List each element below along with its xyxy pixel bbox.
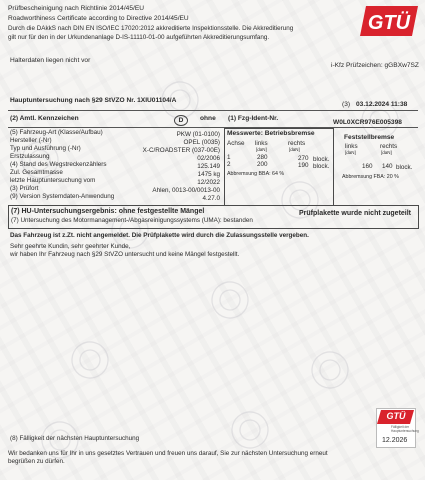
fzg-ident-label: (1) Fzg-Ident-Nr. (228, 115, 279, 122)
brake-note: block. (313, 163, 330, 170)
plate-ohne: ohne (200, 115, 216, 122)
parking-header-left: links (345, 143, 358, 150)
vehicle-value: PKW (01-0100) (176, 131, 220, 138)
brake-header-right: rechts (288, 140, 306, 147)
sticker-status: Prüfplakette wurde nicht zugeteilt (299, 210, 412, 217)
inspection-date: 03.12.2024 11:38 (356, 101, 408, 108)
vehicle-value: 4.27.0 (202, 195, 220, 202)
sticker-text-1: Fälligkeit der (391, 425, 410, 429)
vehicle-value: 1475 kg (197, 171, 220, 178)
divider (8, 127, 418, 128)
vehicle-value: OPEL (0035) (183, 139, 220, 146)
brake-axle: 1 (227, 154, 231, 161)
vehicle-value: Ahlen, 0013-00/0013-00 (152, 187, 220, 194)
due-line: (8) Fälligkeit der nächsten Hauptuntersuchung (10, 435, 140, 442)
parking-right-value: 140 (382, 163, 393, 170)
vehicle-value: X-C/ROADSTER (037-00E) (142, 147, 220, 154)
vin: W0L0XCR976E005398 (333, 119, 402, 126)
result-line-1: (7) HU-Untersuchungsergebnis: ohne festgestellte Mängel (11, 208, 205, 215)
hu-sticker (376, 408, 419, 448)
vehicle-value: 125.149 (197, 163, 220, 170)
parking-unit-right: [daN] (381, 150, 392, 155)
thanks-line-2: begrüßen zu dürfen. (8, 458, 65, 465)
brake-note: block. (313, 156, 330, 163)
notice: Das Fahrzeug ist z.Zt. nicht angemeldet. Die Prüfplakette wird durch die Zulassungsstelle vergeben. (10, 232, 309, 239)
header-line-3: Durch die DAkkS nach DIN EN ISO/IEC 17020:2012 akkreditierte Inspektionsstelle. Die Akkreditierung (8, 25, 294, 32)
sticker-text-2: Hauptuntersuchung (391, 429, 419, 433)
result-line-2: (7) Untersuchung des Motormanagement-/Abgasreinigungssystems (UMA): bestanden (11, 217, 253, 224)
brake-unit-left: [daN] (256, 147, 267, 152)
sticker-brand: GTÜ (386, 411, 406, 421)
divider (8, 110, 418, 111)
d-badge: D (174, 115, 188, 126)
vehicle-label: Hersteller (-Nr) (10, 137, 52, 144)
parking-note: block. (396, 164, 413, 171)
brake-left-value: 200 (257, 161, 268, 168)
header-line-1: Prüfbescheinigung nach Richtlinie 2014/45/EU (8, 5, 144, 12)
brake-title: Messwerte: Betriebsbremse (227, 130, 315, 137)
vehicle-label: Zul. Gesamtmasse (10, 169, 63, 176)
sticker-date: 12.2026 (382, 437, 408, 444)
vehicle-label: (9) Version Systemdaten-Anwendung (10, 193, 115, 200)
vehicle-label: Typ und Ausführung (-Nr) (10, 145, 81, 152)
brake-unit-right: [daN] (289, 147, 300, 152)
brake-deceleration: Abbremsung BBA: 64 % (227, 171, 285, 177)
greeting-line-2: wir haben Ihr Fahrzeug nach §29 StVZO untersucht und keine Mängel festgestellt. (10, 251, 240, 258)
vehicle-label: (3) Prüfort (10, 185, 39, 192)
brake-header-left: links (255, 140, 268, 147)
vehicle-label: letzte Hauptuntersuchung vom (10, 177, 96, 184)
brake-header-axle: Achse (227, 140, 245, 147)
header-line-4: gilt nur für den in der Urkundenanlage D-IS-11110-01-00 aufgeführten Akkreditierungsumfang. (8, 34, 270, 41)
owner-line: Halterdaten liegen nicht vor (10, 57, 91, 64)
parking-left-value: 160 (362, 163, 373, 170)
header-line-2: Roadworthiness Certificate according to Directive 2014/45/EU (8, 15, 189, 22)
inspection-date-num: (3) (342, 101, 351, 108)
svg-text:GTÜ: GTÜ (367, 12, 411, 34)
thanks-line-1: Wir bedanken uns für Ihr in uns gesetztes Vertrauen und freuen uns darauf, Sie zur nächsten Untersuchung erneut (8, 450, 328, 457)
vehicle-label: (5) Fahrzeug-Art (Klasse/Aufbau) (10, 129, 103, 136)
brake-axle: 2 (227, 161, 231, 168)
parking-unit-left: [daN] (345, 150, 356, 155)
parking-brake-title: Feststellbremse (344, 134, 395, 141)
inspection-title: Hauptuntersuchung nach §29 StVZO Nr. 1XIU01104/A (10, 97, 177, 104)
parking-header-right: rechts (380, 143, 398, 150)
inspector-label: i-Kfz Prüfzeichen: gGBXw7SZ (331, 62, 419, 69)
brake-right-value: 270 (298, 155, 309, 162)
brake-left-value: 280 (257, 154, 268, 161)
brake-right-value: 190 (298, 162, 309, 169)
vehicle-label: (4) Stand des Wegstreckenzählers (10, 161, 107, 168)
vehicle-value: 02/2006 (197, 155, 220, 162)
plate-label: (2) Amtl. Kennzeichen (10, 115, 79, 122)
parking-deceleration: Abbremsung FBA: 20 % (342, 174, 399, 180)
gtu-logo (360, 4, 420, 38)
greeting-line-1: Sehr geehrte Kundin, sehr geehrter Kunde, (10, 243, 131, 250)
vehicle-value: 12/2022 (197, 179, 220, 186)
vehicle-label: Erstzulassung (10, 153, 50, 160)
